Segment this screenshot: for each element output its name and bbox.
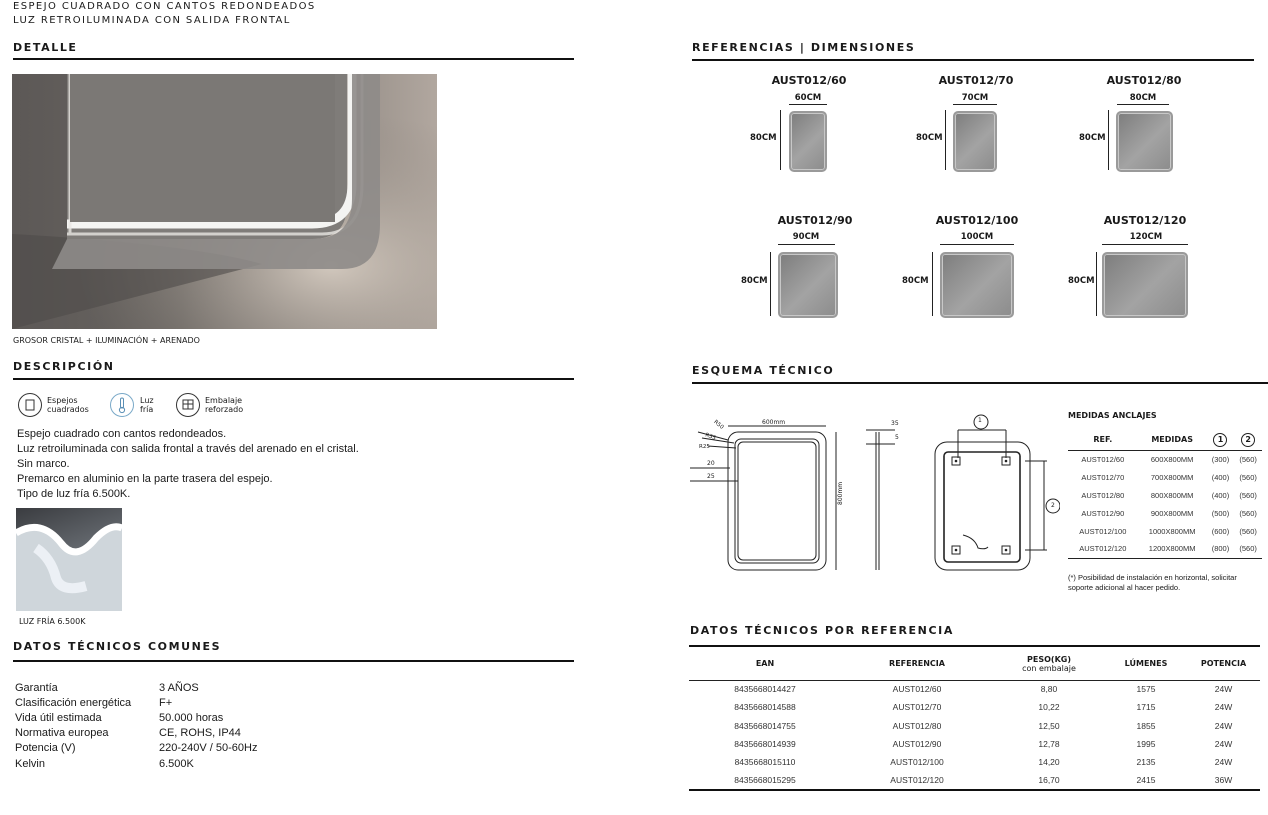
anchor-1-label: 1 [978,417,982,424]
table-row [689,717,1260,735]
ref-width: 60CM [794,93,822,103]
thermometer-icon [110,393,134,417]
detail-photo [12,74,437,329]
table-cell: AUST012/70 [892,702,942,713]
table-cell: AUST012/100 [890,757,944,768]
table-cell: (600) [1211,526,1230,536]
dim-35: 35 [891,420,899,427]
description-line: Espejo cuadrado con cantos redondeados. [17,428,227,440]
table-cell: (560) [1239,526,1257,536]
technical-drawing [690,410,1060,580]
note-line: soporte adicional al hacer pedido. [1068,583,1181,592]
spec-row [15,710,257,725]
dim-25: 25 [707,473,715,480]
ref-name: AUST012/100 [935,214,1019,227]
table-cell: 1995 [1136,739,1156,750]
col-ean: EAN [755,659,775,669]
anchor-2-label: 2 [1051,502,1055,509]
esquema-rule [692,382,1268,384]
mirror-preview [778,252,838,318]
description-line: Sin marco. [17,458,70,470]
table-cell: 8435668014427 [734,684,796,695]
spec-value: 50.000 horas [159,711,224,724]
col-medidas: MEDIDAS [1151,435,1193,445]
table-cell: 8435668014588 [734,702,796,713]
table-cell: (560) [1239,472,1257,482]
col-potencia: POTENCIA [1200,659,1247,669]
table-cell: 24W [1214,720,1233,731]
spec-key: Clasificación energética [15,696,132,709]
detalle-rule [13,58,574,60]
dim-r35: R35 [704,432,717,442]
table-cell: 2135 [1136,757,1156,768]
detalle-heading: DETALLE [13,41,78,54]
table-cell: 12,78 [1038,739,1060,750]
table-row [1068,522,1262,540]
icon-label-luz-2: fría [140,405,154,414]
table-cell: (560) [1239,490,1257,500]
table-cell: AUST012/120 [890,775,944,786]
table-cell: 8,80 [1040,684,1058,695]
icon-label-embalaje-2: reforzado [205,405,244,414]
table-row [1068,468,1262,486]
mirror-preview [953,111,997,172]
dim-r50: R50 [712,419,725,431]
table-cell: AUST012/90 [1081,508,1125,518]
datos-comunes-rule [13,660,574,662]
ref-name: AUST012/70 [938,74,1014,87]
ref-height: 80CM [1079,133,1106,143]
description-line: Tipo de luz fría 6.500K. [17,488,131,500]
description-line: Premarco en aluminio en la parte trasera del espejo. [17,473,273,485]
table-row [1068,504,1262,522]
description-text [17,427,359,502]
note-line: (*) Posibilidad de instalación en horizontal, solicitar [1068,573,1237,582]
datos-ref-heading: DATOS TÉCNICOS POR REFERENCIA [690,624,954,637]
ref-width: 120CM [1129,232,1163,242]
table-cell: AUST012/100 [1079,526,1127,536]
table-cell: (400) [1211,490,1230,500]
descripcion-heading: DESCRIPCIÓN [13,360,115,373]
table-cell: 24W [1214,739,1233,750]
spec-key: Garantía [15,681,58,694]
table-cell: AUST012/90 [892,739,942,750]
mirror-preview [940,252,1014,318]
table-cell: 1855 [1136,720,1156,731]
col-lumenes: LÚMENES [1124,659,1168,669]
col-1: 1 [1213,433,1227,447]
ref-height: 80CM [902,276,929,286]
spec-row [15,680,257,695]
table-cell: 16,70 [1038,775,1060,786]
ref-name: AUST012/80 [1106,74,1182,87]
dim-r25: R25 [699,444,710,450]
table-cell: 1000X800MM [1148,526,1196,536]
dim-width-label: 600mm [762,419,786,426]
icon-label-espejos-1: Espejos [47,396,78,405]
table-row [1068,450,1262,468]
ref-width: 90CM [792,232,820,242]
col-peso-sub: con embalaje [1022,663,1076,673]
spec-value: CE, ROHS, IP44 [159,727,241,740]
table-cell: 24W [1214,702,1233,713]
spec-key: Potencia (V) [15,742,76,755]
descripcion-rule [13,378,574,380]
icon-label-embalaje-1: Embalaje [205,396,243,405]
package-icon [176,393,200,417]
table-cell: 14,20 [1038,757,1060,768]
common-specs-table [15,680,257,771]
spec-row [15,726,257,741]
datos-comunes-heading: DATOS TÉCNICOS COMUNES [13,640,222,653]
table-row [689,753,1260,771]
referencias-rule [692,59,1254,61]
spec-row [15,756,257,771]
spec-value: 6.500K [159,757,194,770]
table-cell: 8435668014755 [734,720,796,731]
table-row [689,771,1260,789]
medidas-table [1068,430,1262,559]
referencias-heading: REFERENCIAS | DIMENSIONES [692,41,916,54]
table-cell: (800) [1211,544,1230,554]
spec-value: 220-240V / 50-60Hz [159,742,258,755]
mirror-preview [1102,252,1188,318]
table-cell: 1715 [1136,702,1156,713]
table-cell: (400) [1211,472,1230,482]
esquema-heading: ESQUEMA TÉCNICO [692,364,835,377]
spec-row [15,695,257,710]
table-cell: AUST012/70 [1081,472,1125,482]
table-row [689,680,1260,698]
ref-height: 80CM [1068,276,1095,286]
table-cell: 2415 [1136,775,1156,786]
table-cell: 8435668015295 [734,775,796,786]
table-row [689,735,1260,753]
dim-20: 20 [707,460,715,467]
table-cell: (560) [1239,508,1257,518]
spec-row [15,741,257,756]
datos-ref-table [689,648,1260,791]
table-cell: 36W [1214,775,1233,786]
table-cell: 8435668015110 [734,757,796,768]
mirror-preview [1116,111,1173,172]
ref-height: 80CM [741,276,768,286]
mirror-preview [789,111,827,172]
light-sample-photo [16,508,122,611]
spec-value: 3 AÑOS [159,681,199,694]
table-cell: 12,50 [1038,720,1060,731]
medidas-title: MEDIDAS ANCLAJES [1068,411,1157,420]
ref-name: AUST012/120 [1103,214,1187,227]
table-row [1068,486,1262,504]
col-peso: PESO(KG) [1027,654,1071,664]
spec-key: Kelvin [15,757,45,770]
table-cell: 700X800MM [1150,472,1194,482]
icon-label-luz-1: Luz [140,396,154,405]
table-cell: 1575 [1136,684,1156,695]
spec-key: Normativa europea [15,727,109,740]
datos-ref-rule [689,645,1260,647]
ref-height: 80CM [750,133,777,143]
table-cell: (500) [1211,508,1230,518]
dim-5: 5 [895,434,899,441]
table-cell: 8435668014939 [734,739,796,750]
ref-width: 100CM [960,232,994,242]
table-row [689,698,1260,716]
light-caption: LUZ FRÍA 6.500K [19,617,86,626]
description-line: Luz retroiluminada con salida frontal a través del arenado en el cristal. [17,443,359,455]
table-cell: 10,22 [1038,702,1060,713]
col-referencia: REFERENCIA [889,659,945,669]
icon-label-espejos-2: cuadrados [47,405,89,414]
ref-name: AUST012/60 [771,74,847,87]
col-ref: REF. [1093,435,1113,445]
table-cell: 24W [1214,757,1233,768]
product-subtitle-1: ESPEJO CUADRADO CON CANTOS REDONDEADOS [13,1,316,12]
table-cell: AUST012/60 [1081,454,1125,464]
spec-value: F+ [159,696,173,709]
ref-height: 80CM [916,133,943,143]
ref-name: AUST012/90 [777,214,853,227]
square-mirror-icon [18,393,42,417]
table-cell: 900X800MM [1150,508,1194,518]
dim-height-label: 800mm [837,481,844,505]
table-cell: (300) [1211,454,1230,464]
table-row [1068,540,1262,558]
table-cell: 1200X800MM [1148,544,1196,554]
table-cell: 800X800MM [1150,490,1194,500]
detail-caption: GROSOR CRISTAL + ILUMINACIÓN + ARENADO [13,336,200,345]
ref-width: 70CM [961,93,989,103]
table-cell: 24W [1214,684,1233,695]
table-cell: 600X800MM [1150,454,1194,464]
ref-width: 80CM [1129,93,1157,103]
table-cell: (560) [1239,454,1257,464]
product-subtitle-2: LUZ RETROILUMINADA CON SALIDA FRONTAL [13,15,291,26]
table-cell: AUST012/60 [892,684,942,695]
table-cell: (560) [1239,544,1257,554]
table-cell: AUST012/80 [892,720,942,731]
table-cell: AUST012/120 [1079,544,1127,554]
col-2: 2 [1241,433,1255,447]
table-cell: AUST012/80 [1081,490,1125,500]
spec-key: Vida útil estimada [15,711,102,724]
